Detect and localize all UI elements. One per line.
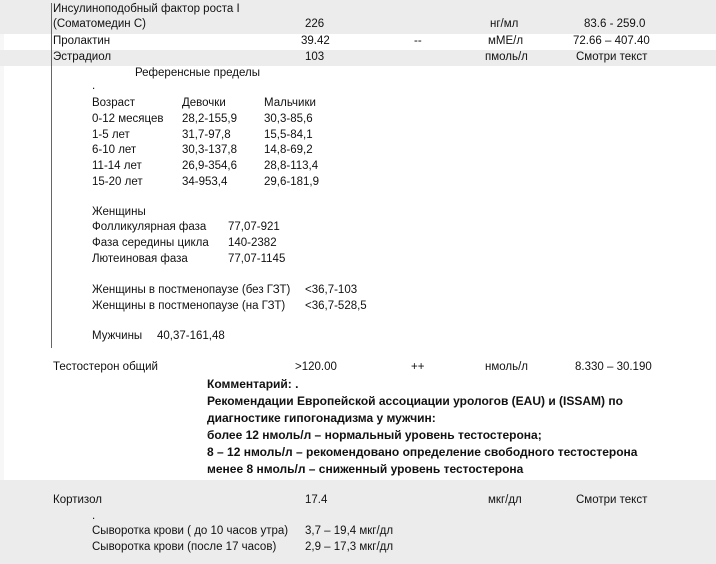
ref-row-age: 1-5 лет	[92, 129, 130, 141]
estradiol-ref-dot: .	[92, 80, 96, 92]
igf1-unit: нг/мл	[490, 18, 519, 30]
testosterone-unit: нмоль/л	[485, 361, 529, 373]
cortisol-ref-value: 2,9 – 17,3 мкг/дл	[305, 541, 394, 553]
ref-header-boys: Мальчики	[264, 97, 316, 109]
comment-title: Комментарий: .	[207, 377, 299, 391]
testosterone-flag: ++	[411, 361, 425, 373]
ref-row-girls: 26,9-354,6	[182, 160, 237, 172]
phase-value: 77,07-921	[228, 221, 280, 233]
prolactin-unit: мМЕ/л	[488, 35, 524, 47]
phase-value: 140-2382	[228, 237, 277, 249]
igf1-name-line1: Инсулиноподобный фактор роста I	[53, 3, 240, 15]
cortisol-reference: Смотри текст	[576, 494, 648, 506]
comment-line: менее 8 нмоль/л – сниженный уровень тестостерона	[207, 462, 524, 476]
phase-label: Фаза середины цикла	[92, 237, 209, 249]
estradiol-reference: Смотри текст	[576, 51, 648, 63]
prolactin-reference: 72.66 – 407.40	[573, 35, 650, 47]
prolactin-value: 39.42	[301, 35, 330, 47]
ref-row-age: 15-20 лет	[92, 176, 143, 188]
phase-value: 77,07-1145	[228, 253, 286, 265]
ref-row-boys: 15,5-84,1	[264, 129, 313, 141]
ref-row-girls: 28,2-155,9	[182, 113, 237, 125]
cortisol-ref-label: Сыворотка крови (после 17 часов)	[92, 541, 277, 553]
ref-row-age: 0-12 месяцев	[92, 113, 164, 125]
ref-row-boys: 30,3-85,6	[264, 113, 313, 125]
menopause-value: <36,7-528,5	[305, 300, 367, 312]
ref-row-boys: 28,8-113,4	[264, 160, 319, 172]
women-label: Женщины	[92, 206, 146, 218]
menopause-value: <36,7-103	[305, 284, 358, 296]
phase-label: Лютеиновая фаза	[92, 253, 188, 265]
ref-row-age: 6-10 лет	[92, 144, 137, 156]
ref-header-age: Возраст	[92, 97, 136, 109]
comment-line: Рекомендации Европейской ассоциации урологов (EAU) и (ISSAM) по	[207, 394, 623, 408]
ref-row-girls: 34-953,4	[182, 176, 228, 188]
cortisol-unit: мкг/дл	[488, 494, 522, 506]
cortisol-value: 17.4	[305, 494, 328, 506]
testosterone-name: Тестостерон общий	[53, 361, 158, 373]
estradiol-name: Эстрадиол	[53, 51, 112, 63]
ref-row-age: 11-14 лет	[92, 160, 142, 172]
cortisol-ref-dot: .	[92, 510, 96, 522]
testosterone-value: >120.00	[295, 361, 337, 373]
igf1-value: 226	[305, 18, 325, 30]
men-value: 40,37-161,48	[157, 330, 225, 342]
ref-row-boys: 29,6-181,9	[264, 176, 319, 188]
men-label: Мужчины	[92, 330, 143, 342]
testosterone-reference: 8.330 – 30.190	[575, 361, 652, 373]
phase-label: Фолликулярная фаза	[92, 221, 207, 233]
cortisol-ref-label: Сыворотка крови ( до 10 часов утра)	[92, 525, 289, 537]
ref-row-girls: 30,3-137,8	[182, 144, 237, 156]
estradiol-unit: пмоль/л	[485, 51, 528, 63]
cortisol-name: Кортизол	[53, 494, 102, 506]
igf1-reference: 83.6 - 259.0	[584, 18, 646, 30]
left-border-line	[51, 3, 52, 348]
ref-header-girls: Девочки	[182, 97, 226, 109]
menopause-label: Женщины в постменопаузе (на ГЗТ)	[92, 300, 286, 312]
prolactin-flag: --	[414, 35, 422, 47]
comment-line: 8 – 12 нмоль/л – рекомендовано определение свободного тестостерона	[207, 445, 638, 459]
comment-line: более 12 нмоль/л – нормальный уровень тестостерона;	[207, 428, 542, 442]
comment-line: диагностике гипогонадизма у мужчин:	[207, 411, 436, 425]
igf1-name-line2: (Соматомедин С)	[53, 18, 146, 30]
cortisol-ref-value: 3,7 – 19,4 мкг/дл	[305, 525, 394, 537]
ref-row-boys: 14,8-69,2	[264, 144, 313, 156]
prolactin-name: Пролактин	[53, 35, 111, 47]
menopause-label: Женщины в постменопаузе (без ГЗТ)	[92, 284, 291, 296]
estradiol-value: 103	[305, 51, 325, 63]
ref-row-girls: 31,7-97,8	[182, 129, 231, 141]
estradiol-ref-title: Референсные пределы	[135, 67, 260, 79]
